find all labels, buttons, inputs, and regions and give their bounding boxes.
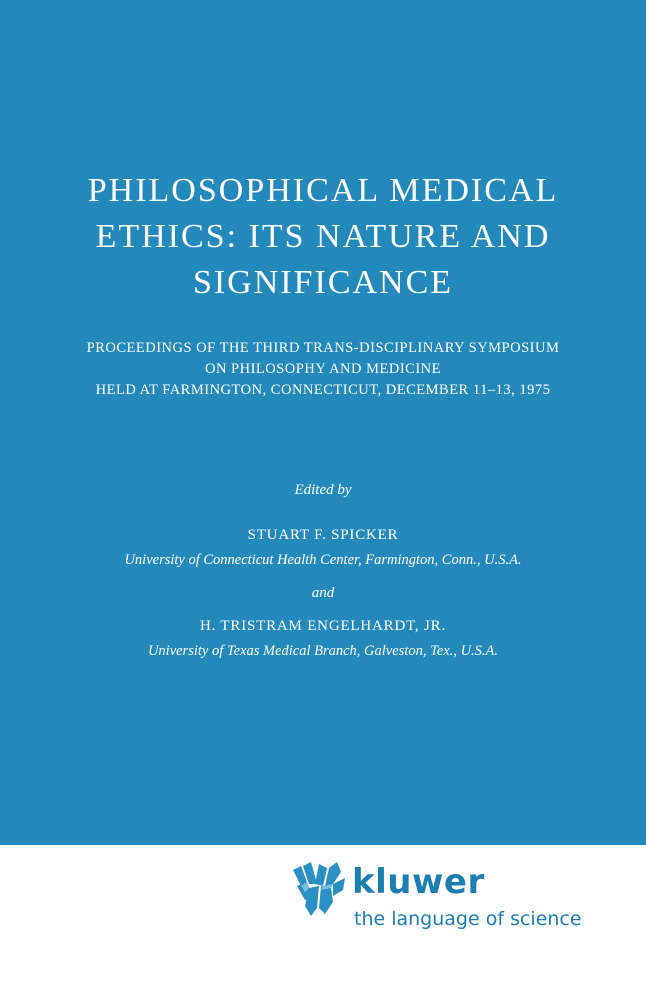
editor-name-1: STUART F. SPICKER	[247, 527, 399, 543]
editor-name-2: H. TRISTRAM ENGELHARDT, JR.	[199, 618, 447, 634]
publisher-name: kluwer	[352, 862, 485, 902]
book-title	[0, 168, 646, 306]
editors-conjunction: and	[311, 585, 335, 601]
subtitle-line-3: HELD AT FARMINGTON, CONNECTICUT, DECEMBER 11–13, 1975	[95, 382, 551, 398]
kluwer-logo-icon	[293, 862, 345, 923]
edited-by-label: Edited by	[294, 482, 352, 498]
publisher-tagline: the language of science	[354, 908, 582, 930]
book-subtitle	[0, 338, 646, 401]
editor-affiliation-2: University of Texas Medical Branch, Galveston, Tex., U.S.A.	[147, 643, 499, 659]
title-line-1: PHILOSOPHICAL MEDICAL	[87, 172, 559, 209]
editor-affiliation-1: University of Connecticut Health Center, Farmington, Conn., U.S.A.	[124, 552, 522, 568]
subtitle-line-2: ON PHILOSOPHY AND MEDICINE	[204, 361, 441, 377]
subtitle-line-1: PROCEEDINGS OF THE THIRD TRANS-DISCIPLINARY SYMPOSIUM	[86, 340, 560, 356]
title-line-2: ETHICS: ITS NATURE AND	[95, 218, 551, 255]
title-line-3: SIGNIFICANCE	[192, 264, 454, 301]
